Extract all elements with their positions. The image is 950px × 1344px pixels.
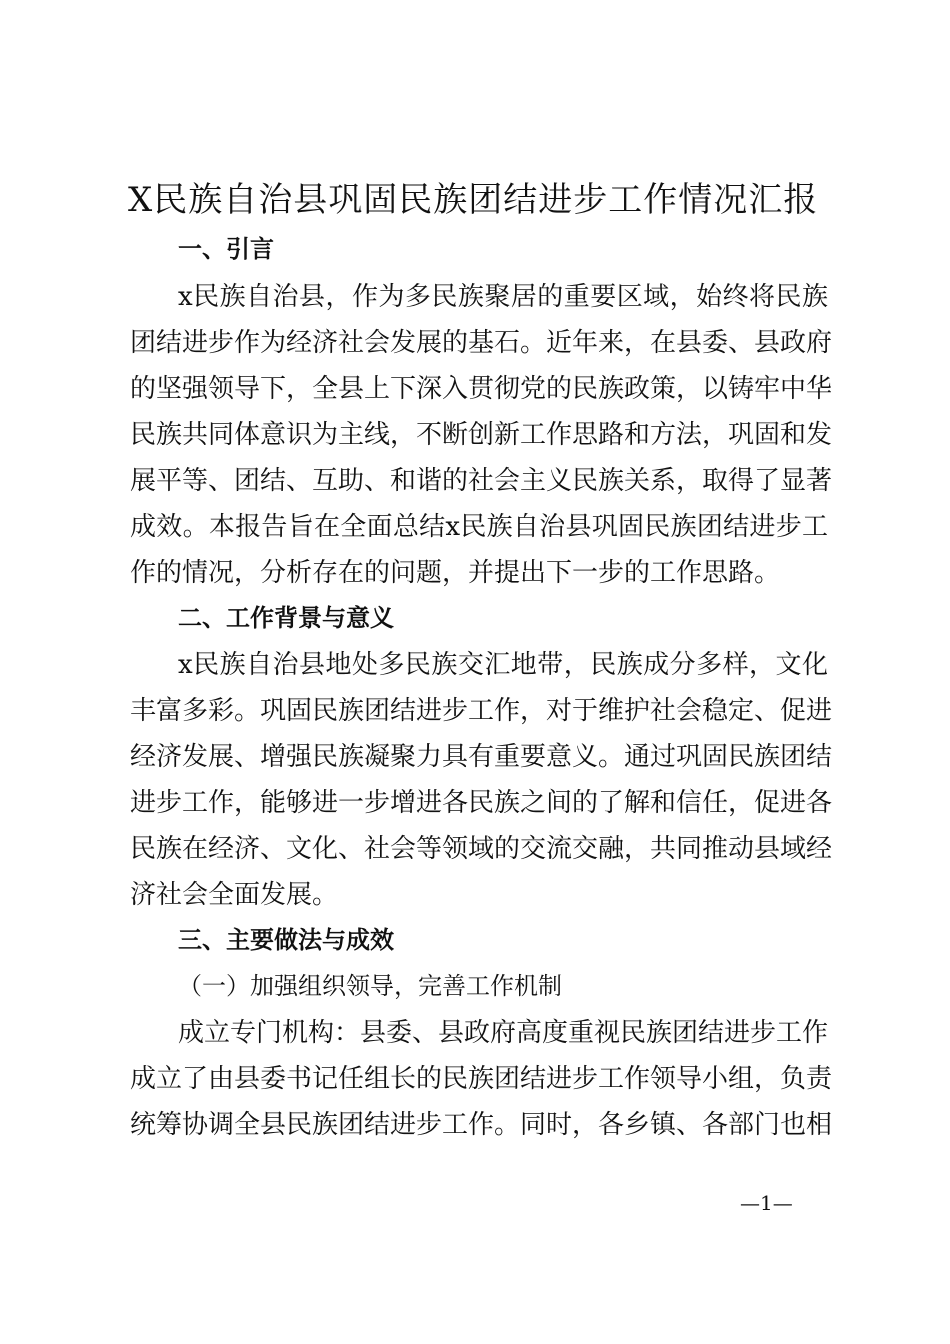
paragraph-line: 作的情况，分析存在的问题，并提出下一步的工作思路。 [130,558,781,588]
section-heading-practices: 三、主要做法与成效 [178,926,394,954]
paragraph-line: 成立专门机构：县委、县政府高度重视民族团结进步工作 [178,1018,829,1048]
document-title: X民族自治县巩固民族团结进步工作情况汇报 [128,180,819,220]
paragraph-line: 民族在经济、文化、社会等领域的交流交融，共同推动县域经 [130,834,833,864]
paragraph-line: 民族共同体意识为主线，不断创新工作思路和方法，巩固和发 [130,420,833,450]
paragraph-line: 进步工作，能够进一步增进各民族之间的了解和信任，促进各 [130,788,833,818]
section-heading-intro: 一、引言 [178,235,274,263]
section-heading-background: 二、工作背景与意义 [178,604,394,632]
paragraph-line: 经济发展、增强民族凝聚力具有重要意义。通过巩固民族团结 [130,742,833,772]
paragraph-line: x民族自治县地处多民族交汇地带，民族成分多样，文化 [178,650,828,680]
paragraph-line: 统筹协调全县民族团结进步工作。同时，各乡镇、各部门也相 [130,1110,833,1140]
paragraph-line: 展平等、团结、互助、和谐的社会主义民族关系，取得了显著 [130,466,833,496]
page-number: —1— [740,1191,793,1215]
paragraph-line: x民族自治县，作为多民族聚居的重要区域，始终将民族 [178,282,828,312]
paragraph-line: 丰富多彩。巩固民族团结进步工作，对于维护社会稳定、促进 [130,696,833,726]
paragraph-line: 济社会全面发展。 [130,880,339,910]
subsection-heading: （一）加强组织领导，完善工作机制 [178,972,562,1000]
paragraph-line: 团结进步作为经济社会发展的基石。近年来，在县委、县政府 [130,328,833,358]
paragraph-line: 成效。本报告旨在全面总结x民族自治县巩固民族团结进步工 [130,512,828,542]
paragraph-line: 成立了由县委书记任组长的民族团结进步工作领导小组，负责 [130,1064,833,1094]
paragraph-line: 的坚强领导下，全县上下深入贯彻党的民族政策，以铸牢中华 [130,374,833,404]
